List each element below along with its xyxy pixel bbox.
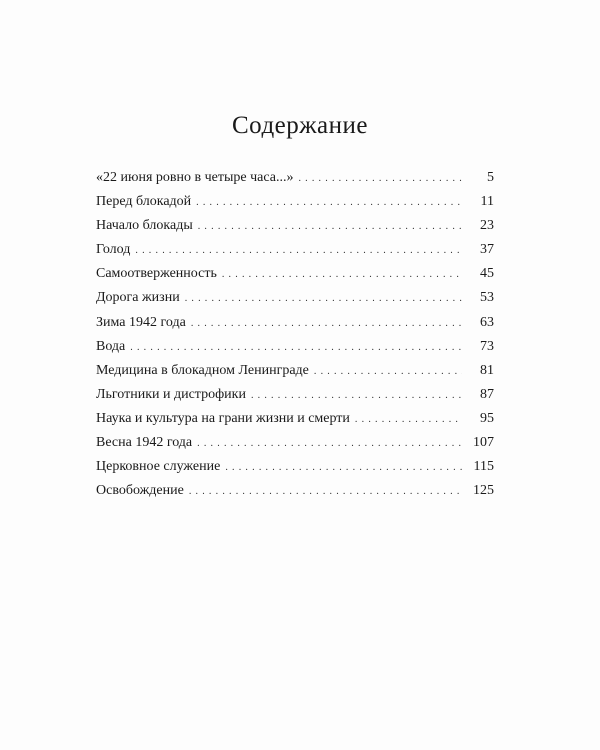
toc-entry-page-number: 115 [473,459,494,475]
toc-entry-page-number: 95 [480,410,494,426]
toc-entry [96,315,494,339]
toc-entry-page-number: 53 [480,290,494,306]
toc-entry-title: Весна 1942 года [96,435,193,451]
toc-entry-title: Медицина в блокадном Ленинграде [96,362,309,378]
toc-entry-page-number: 81 [480,362,494,378]
toc-entry [96,459,494,483]
toc-entry-page-number: 11 [480,194,494,210]
toc-entry-page-number: 5 [487,170,494,185]
table-of-contents [96,170,494,507]
dot-leader [191,318,462,329]
toc-entry-title: Зима 1942 года [96,314,186,330]
toc-entry [96,363,494,387]
dot-leader [135,245,462,256]
toc-entry [96,435,494,459]
toc-entry [96,290,494,314]
toc-entry-title: Начало блокады [96,218,193,234]
toc-entry [96,170,494,194]
toc-entry [96,339,494,363]
toc-entry-title: Самоотверженность [96,266,217,282]
dot-leader [225,462,462,473]
toc-entry [96,242,494,266]
dot-leader [196,197,462,208]
toc-entry-page-number: 73 [480,338,494,354]
dot-leader [298,173,462,184]
toc-entry [96,483,494,507]
toc-entry-title: Вода [96,338,126,354]
toc-entry-title: Голод [96,242,131,258]
toc-entry-title: Церковное служение [96,459,221,475]
page-title: Содержание [232,112,368,139]
dot-leader [130,342,462,353]
dot-leader [355,414,462,425]
dot-leader [189,486,462,497]
toc-entry-page-number: 125 [473,483,494,499]
toc-entry-title: «22 июня ровно в четыре часа...» [96,170,294,185]
dot-leader [251,390,462,401]
toc-entry-title: Освобождение [96,483,184,499]
toc-entry-page-number: 63 [480,314,494,330]
toc-entry-page-number: 107 [473,435,494,451]
toc-entry-title: Льготники и дистрофики [96,386,246,402]
toc-entry-page-number: 87 [480,386,494,402]
dot-leader [314,366,462,377]
toc-entry-page-number: 45 [480,266,494,282]
dot-leader [222,269,462,280]
dot-leader [198,221,462,232]
toc-entry-page-number: 23 [480,218,494,234]
toc-entry [96,411,494,435]
dot-leader [197,438,462,449]
toc-entry [96,266,494,290]
toc-entry-title: Наука и культура на грани жизни и смерти [96,410,350,426]
toc-entry-page-number: 37 [480,242,494,258]
toc-entry [96,194,494,218]
toc-entry [96,218,494,242]
toc-entry-title: Перед блокадой [96,194,192,210]
dot-leader [185,293,462,304]
toc-entry [96,387,494,411]
toc-entry-title: Дорога жизни [96,290,180,306]
